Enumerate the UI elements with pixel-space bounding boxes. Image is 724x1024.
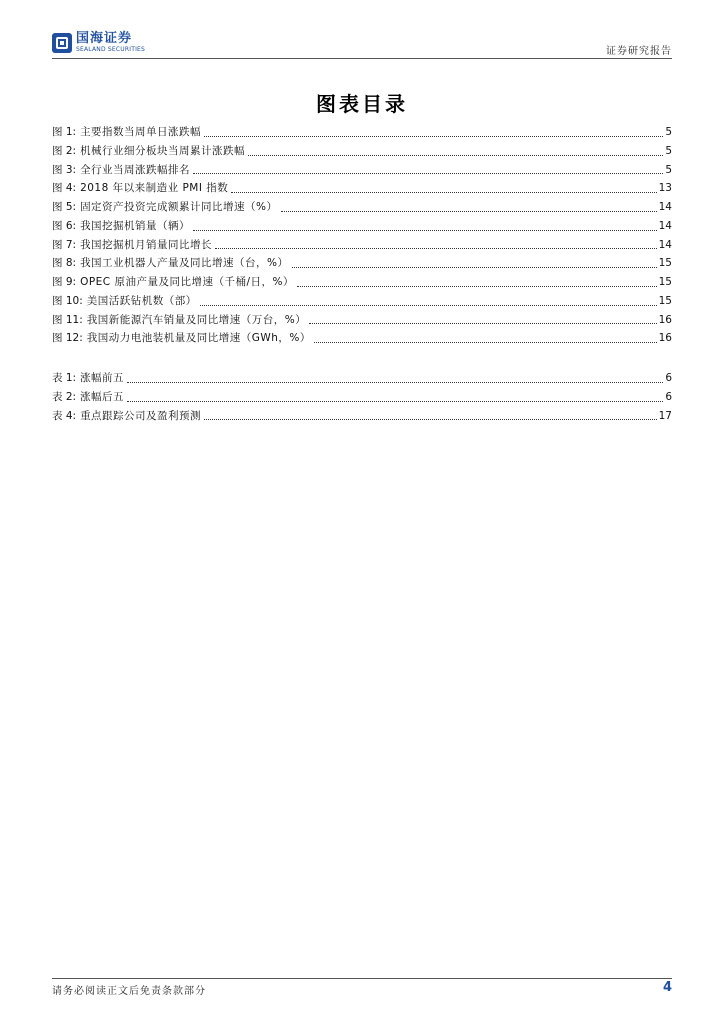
figure-toc-entry[interactable]: [52, 179, 672, 198]
figure-toc-entry[interactable]: [52, 198, 672, 217]
logo-chinese-name: 国海证券: [76, 31, 133, 46]
entry-label: 图 7:: [52, 238, 77, 251]
entry-page-number: 16: [658, 313, 672, 326]
entry-page-number: 15: [658, 276, 672, 288]
entry-label: 图 5:: [52, 201, 77, 213]
dot-leader: [204, 418, 657, 420]
entry-page-number: 14: [658, 238, 672, 251]
entry-title: OPEC 原油产量及同比增速（千桶/日，%）: [80, 276, 294, 288]
entry-page-number: 5: [665, 144, 672, 157]
figure-list: [52, 123, 672, 348]
entry-label: 表 1:: [52, 372, 77, 384]
entry-page-number: 16: [658, 332, 672, 345]
entry-label: 图 11:: [52, 313, 83, 326]
dot-leader: [248, 154, 663, 156]
figure-toc-entry[interactable]: [52, 217, 672, 236]
table-toc-entry[interactable]: [52, 388, 672, 407]
entry-page-number: 6: [665, 372, 672, 384]
toc-title: 图表目录: [316, 92, 408, 116]
entry-title: 主要指数当周单日涨跌幅: [80, 126, 202, 138]
report-type-label: 证券研究报告: [606, 46, 672, 57]
logo-text: [76, 32, 145, 53]
entry-label: 图 4:: [52, 182, 77, 195]
table-toc-entry[interactable]: [52, 407, 672, 426]
company-logo: [52, 32, 145, 53]
figure-toc-entry[interactable]: [52, 142, 672, 161]
dot-leader: [314, 341, 657, 343]
entry-label: 图 10:: [52, 294, 83, 307]
figure-toc-entry[interactable]: [52, 161, 672, 180]
dot-leader: [193, 229, 657, 231]
entry-label: 表 4:: [52, 409, 77, 422]
entry-title: 重点跟踪公司及盈利预测: [80, 409, 202, 422]
dot-leader: [204, 135, 663, 137]
entry-title: 全行业当周涨跌幅排名: [80, 163, 191, 176]
logo-english-name: SEALAND SECURITIES: [76, 46, 146, 53]
page-number: 4: [662, 980, 672, 995]
entry-page-number: 15: [658, 294, 672, 307]
entry-title: 2018 年以来制造业 PMI 指数: [80, 182, 229, 195]
footer-divider: [52, 978, 672, 979]
dot-leader: [200, 304, 657, 306]
entry-label: 图 9:: [52, 276, 77, 288]
entry-label: 图 8:: [52, 257, 77, 270]
entry-title: 机械行业细分板块当周累计涨跌幅: [80, 144, 246, 157]
entry-page-number: 5: [665, 126, 672, 138]
entry-page-number: 6: [665, 390, 672, 403]
figure-toc-entry[interactable]: [52, 311, 672, 330]
dot-leader: [193, 172, 663, 174]
table-list: [52, 369, 672, 425]
header-divider: [52, 58, 672, 59]
entry-title: 我国挖掘机月销量同比增长: [80, 238, 213, 251]
figure-toc-entry[interactable]: [52, 292, 672, 311]
sealand-logo-icon: [52, 33, 72, 53]
entry-label: 图 12:: [52, 332, 83, 345]
dot-leader: [215, 247, 657, 249]
dot-leader: [231, 191, 656, 193]
entry-page-number: 15: [658, 257, 672, 270]
entry-title: 我国工业机器人产量及同比增速（台，%）: [80, 257, 289, 270]
dot-leader: [309, 322, 656, 324]
figure-toc-entry[interactable]: [52, 273, 672, 292]
entry-title: 涨幅前五: [80, 372, 125, 384]
footer-disclaimer: 请务必阅读正文后免责条款部分: [52, 986, 206, 997]
entry-label: 图 1:: [52, 126, 77, 138]
table-toc-entry[interactable]: [52, 369, 672, 388]
entry-title: 涨幅后五: [80, 390, 125, 403]
figure-toc-entry[interactable]: [52, 254, 672, 273]
dot-leader: [127, 381, 663, 383]
entry-title: 固定资产投资完成额累计同比增速（%）: [80, 201, 278, 213]
page-header: [52, 30, 672, 58]
entry-label: 表 2:: [52, 390, 77, 403]
entry-label: 图 3:: [52, 163, 77, 176]
entry-title: 美国活跃钻机数（部）: [86, 294, 197, 307]
entry-page-number: 17: [658, 409, 672, 422]
entry-page-number: 14: [658, 201, 672, 213]
entry-title: 我国挖掘机销量（辆）: [80, 219, 191, 232]
entry-page-number: 5: [665, 163, 672, 176]
entry-label: 图 6:: [52, 219, 77, 232]
dot-leader: [281, 210, 657, 212]
dot-leader: [292, 266, 657, 268]
entry-label: 图 2:: [52, 144, 77, 157]
entry-title: 我国新能源汽车销量及同比增速（万台，%）: [86, 313, 307, 326]
figure-toc-entry[interactable]: [52, 329, 672, 348]
entry-page-number: 13: [658, 182, 672, 195]
entry-title: 我国动力电池装机量及同比增速（GWh，%）: [86, 332, 311, 345]
dot-leader: [127, 400, 663, 402]
figure-toc-entry[interactable]: [52, 236, 672, 255]
entry-page-number: 14: [658, 219, 672, 232]
dot-leader: [297, 285, 657, 287]
figure-toc-entry[interactable]: [52, 123, 672, 142]
